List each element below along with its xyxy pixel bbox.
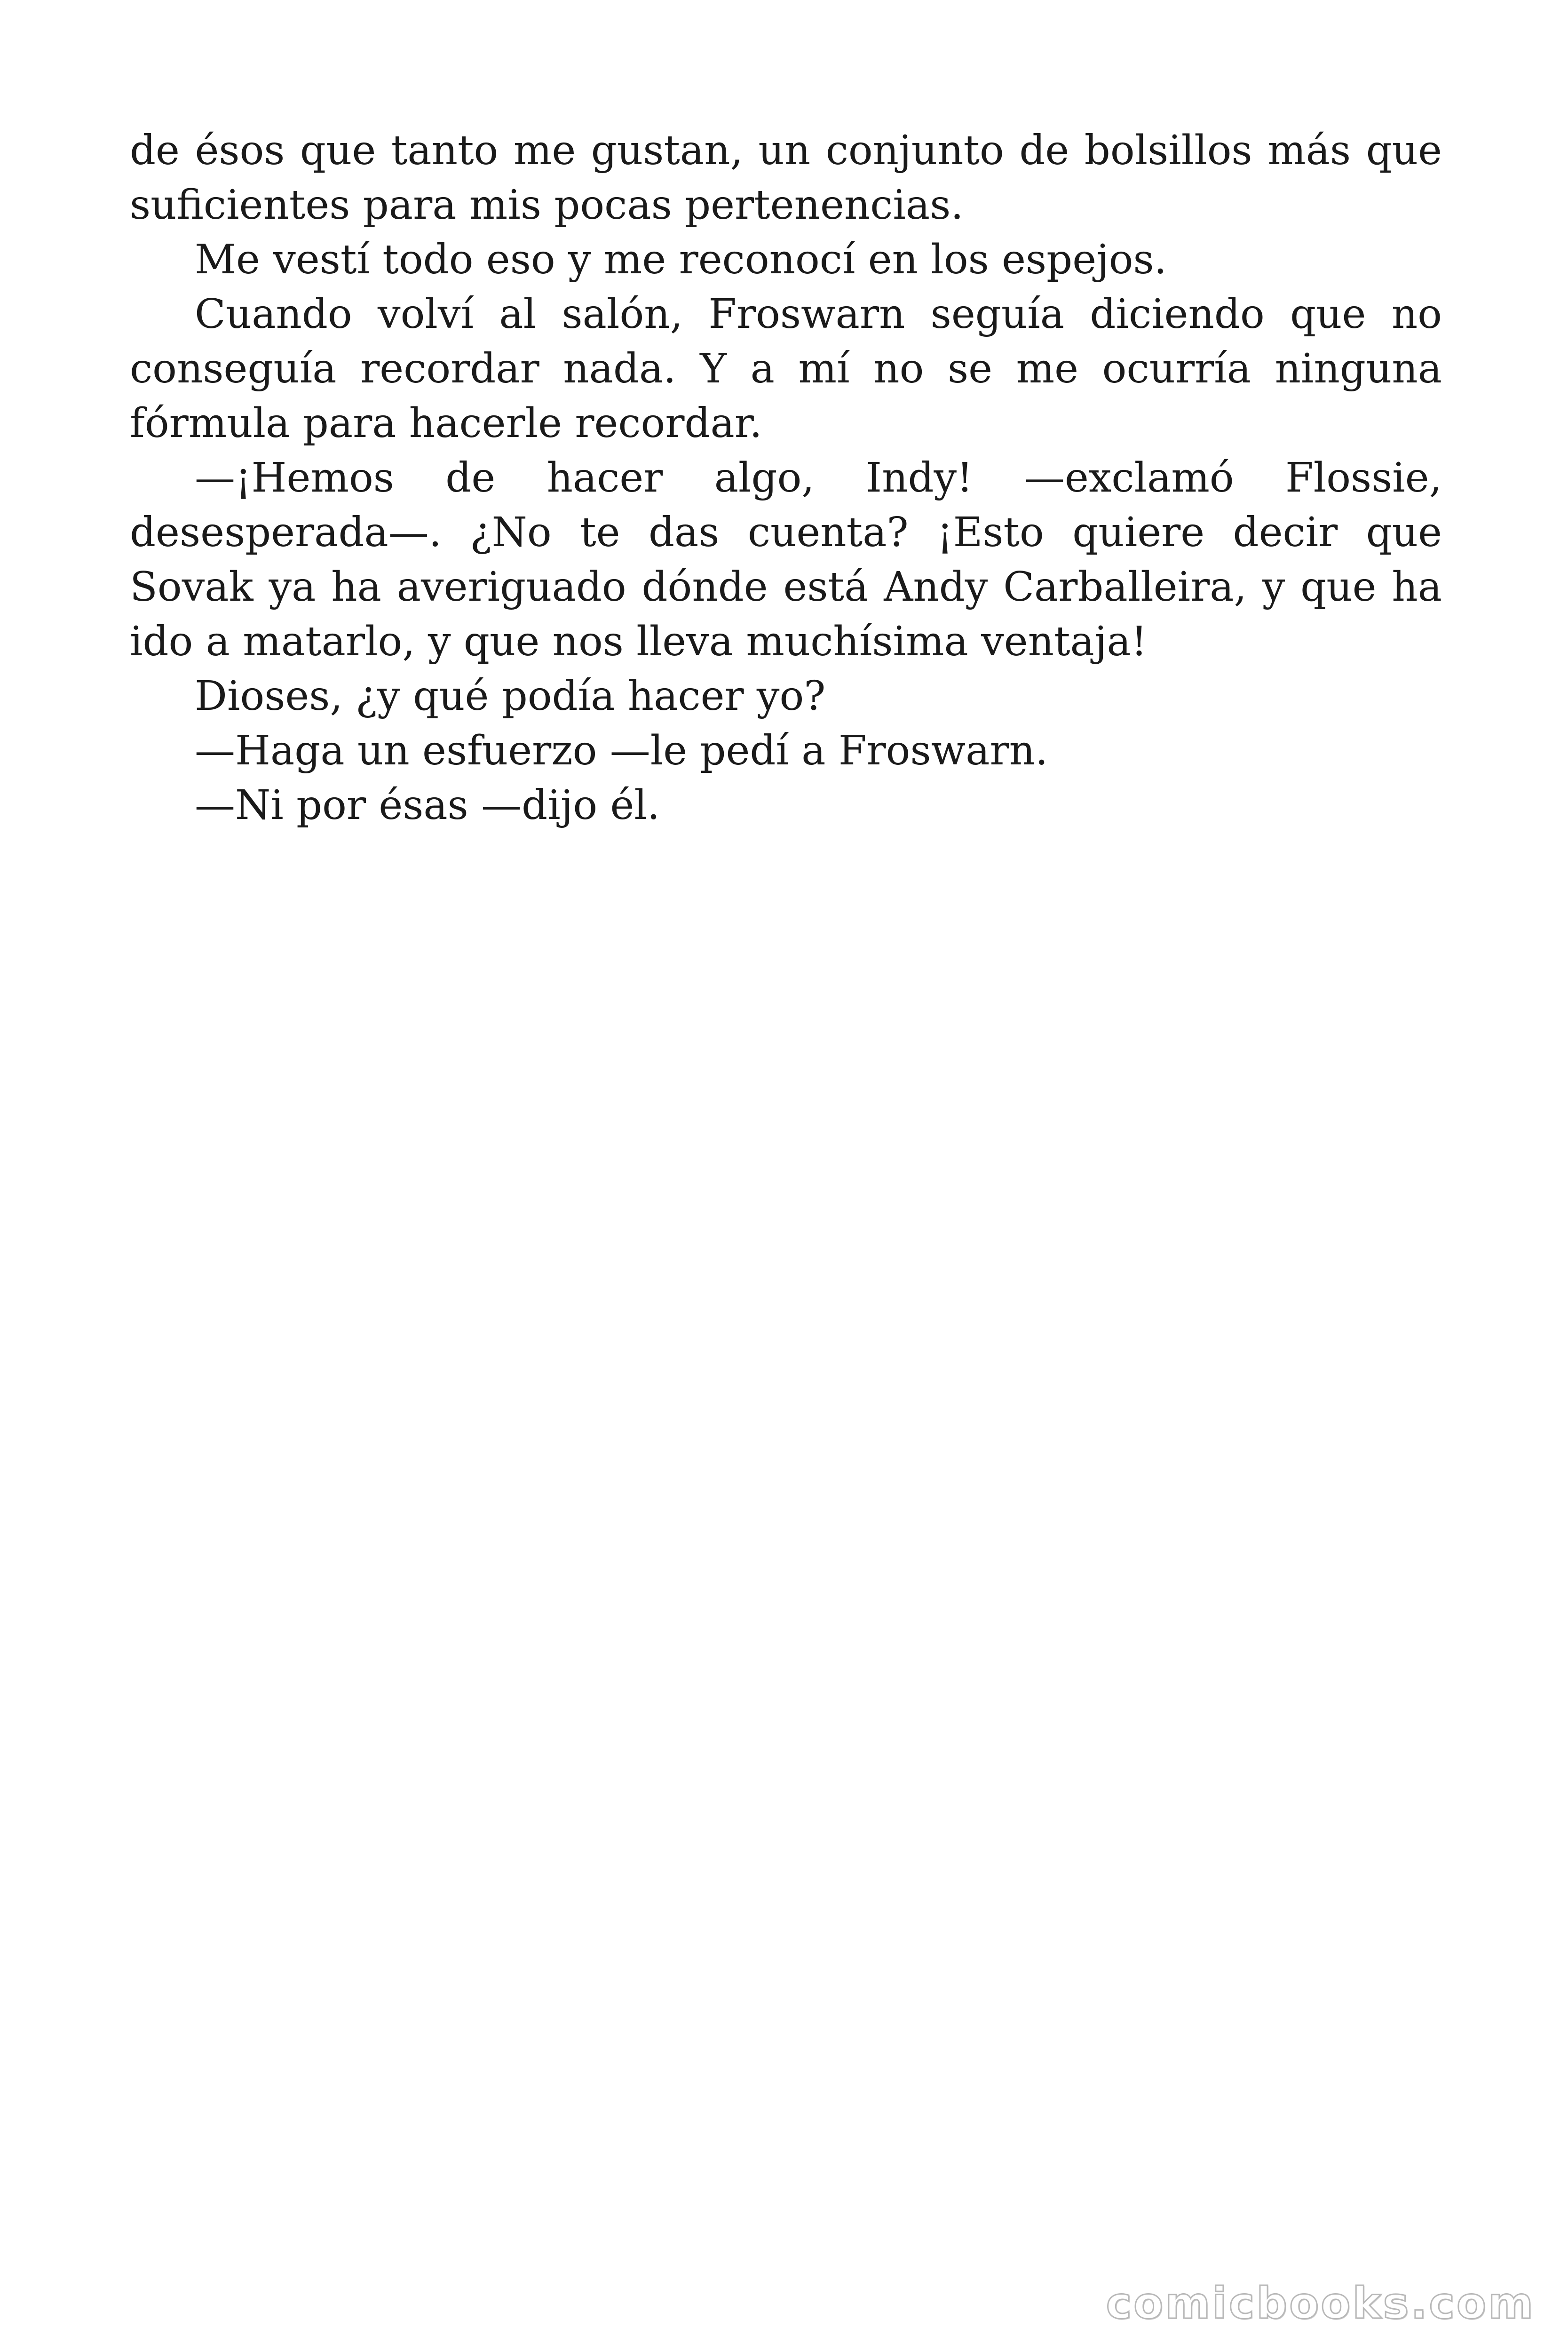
watermark: comicbooks.com bbox=[1106, 2278, 1535, 2328]
paragraph-3: Cuando volví al salón, Froswarn seguía diciendo que no conseguía recordar nada. Y a mí no se me ocurría ninguna fórmula para hacerle recordar. bbox=[130, 291, 1442, 447]
paragraph-1: de ésos que tanto me gustan, un conjunto de bolsillos más que suficientes para mis pocas pertenencias. bbox=[130, 127, 1442, 229]
paragraph-7: —Ni por ésas —dijo él. bbox=[195, 782, 660, 829]
paragraph-4: —¡Hemos de hacer algo, Indy! —exclamó Flossie, desesperada—. ¿No te das cuenta? ¡Esto quiere decir que Sovak ya ha averiguado dónde está Andy Carballeira, y que ha ido a matarlo, y que nos lleva muchísima ventaja! bbox=[130, 454, 1442, 665]
body-text bbox=[130, 123, 1442, 833]
paragraph-6: —Haga un esfuerzo —le pedí a Froswarn. bbox=[195, 727, 1048, 774]
paragraph-5: Dioses, ¿y qué podía hacer yo? bbox=[195, 673, 826, 720]
paragraph-2: Me vestí todo eso y me reconocí en los espejos. bbox=[195, 236, 1167, 283]
